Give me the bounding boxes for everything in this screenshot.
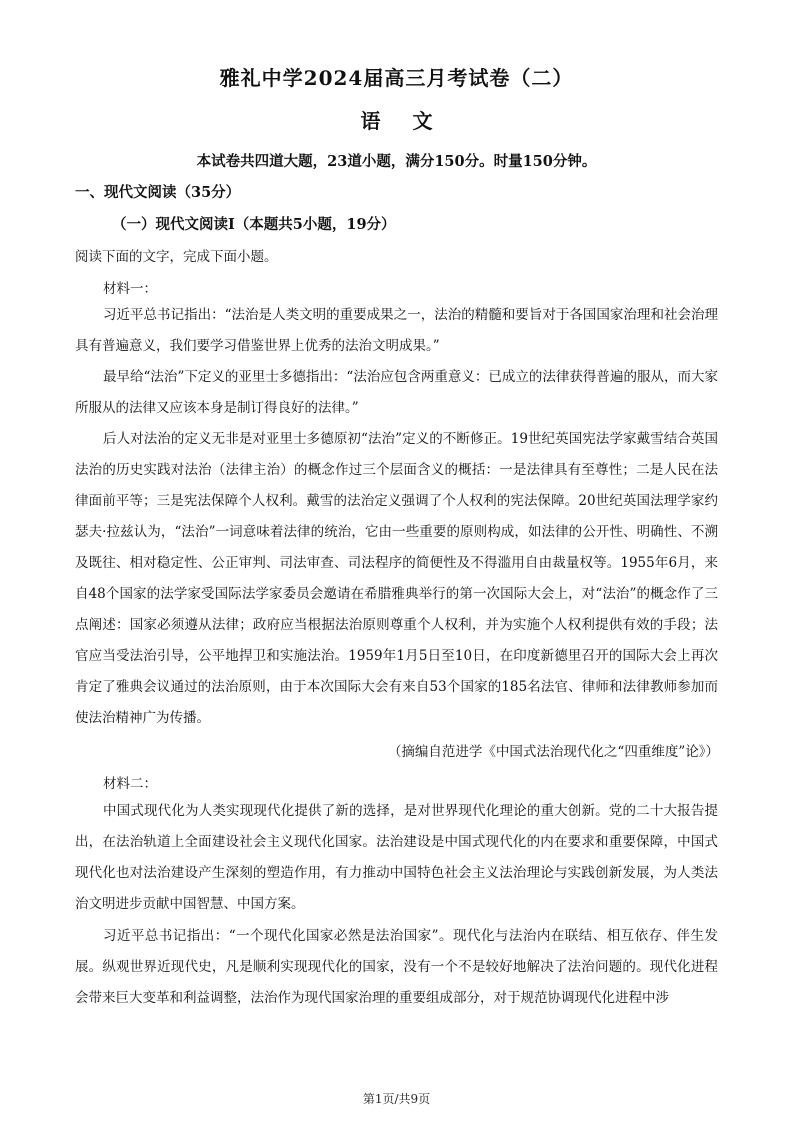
paragraph: 最早给“法治”下定义的亚里士多德指出：“法治应包含两重意义：已成立的法律获得普遍的服从，而大家所服从的法律又应该本身是制订得良好的法律。” [75, 369, 718, 416]
subsection-heading: （一）现代文阅读Ⅰ（本题共5小题，19分） [112, 216, 396, 233]
instruction: 阅读下面的文字，完成下面小题。 [75, 249, 278, 265]
section-heading: 一、现代文阅读（35分） [75, 184, 241, 201]
paragraph: 中国式现代化为人类实现现代化提供了新的选择，是对世界现代化理论的重大创新。党的二十大报告提出，在法治轨道上全面建设社会主义现代化国家。法治建设是中国式现代化的内在要求和重要保障，中国式现代化也对法治建设产生深刻的塑造作用，有力推动中国特色社会主义法治理论与实践创新发展，为人类法治文明进步贡献中国智慧、中国方案。 [75, 803, 718, 912]
paragraph: 后人对法治的定义无非是对亚里士多德原初“法治”定义的不断修正。19世纪英国宪法学家戴雪结合英国法治的历史实践对法治（法律主治）的概念作过三个层面含义的概括：一是法律具有至尊性；二是人民在法律面前平等；三是宪法保障个人权利。戴雪的法治定义强调了个人权利的宪法保障。20世纪英国法理学家约瑟夫·拉兹认为，“法治”一词意味着法律的统治，它由一些重要的原则构成，如法律的公开性、明确性、不溯及既往、相对稳定性、公正审判、司法审查、司法程序的简便性及不得滥用自由裁量权等。1955年6月，来自48个国家的法学家受国际法学家委员会邀请在希腊雅典举行的第一次国际大会上，对“法治”的概念作了三点阐述：国家必须遵从法律；政府应当根据法治原则尊重个人权利，并为实施个人权利提供有效的手段；法官应当受法治引导，公平地捍卫和实施法治。1959年1月5日至10日，在印度新德里召开的国际大会上再次肯定了雅典会议通过的法治原则，由于本次国际大会有来自53个国家的185名法官、律师和法律教师参加而使法治精神广为传播。 [75, 431, 718, 726]
paragraph: 习近平总书记指出：“法治是人类文明的重要成果之一，法治的精髓和要旨对于各国国家治理和社会治理具有普遍意义，我们要学习借鉴世界上优秀的法治文明成果。” [75, 307, 718, 354]
paragraph: 习近平总书记指出：“一个现代化国家必然是法治国家”。现代化与法治内在联结、相互依存、伴生发展。纵观世界近现代史，凡是顺利实现现代化的国家，没有一个不是较好地解决了法治问题的。现代化进程会带来巨大变革和利益调整，法治作为现代国家治理的重要组成部分，对于规范协调现代化进程中涉 [75, 928, 718, 1006]
material-label: 材料二： [103, 776, 157, 792]
material-label: 材料一： [103, 281, 157, 297]
source-citation: （摘编自范进学《中国式法治现代化之“四重维度”论》） [387, 744, 719, 760]
subject-char: 文 [412, 109, 433, 133]
page-number: 第1页/共9页 [362, 1092, 431, 1106]
exam-title: 雅礼中学2024届高三月考试卷（二） [219, 66, 574, 90]
exam-notice: 本试卷共四道大题，23道小题，满分150分。时量150分钟。 [196, 153, 597, 170]
subject-heading [0, 105, 793, 134]
subject-char: 语 [360, 109, 381, 133]
